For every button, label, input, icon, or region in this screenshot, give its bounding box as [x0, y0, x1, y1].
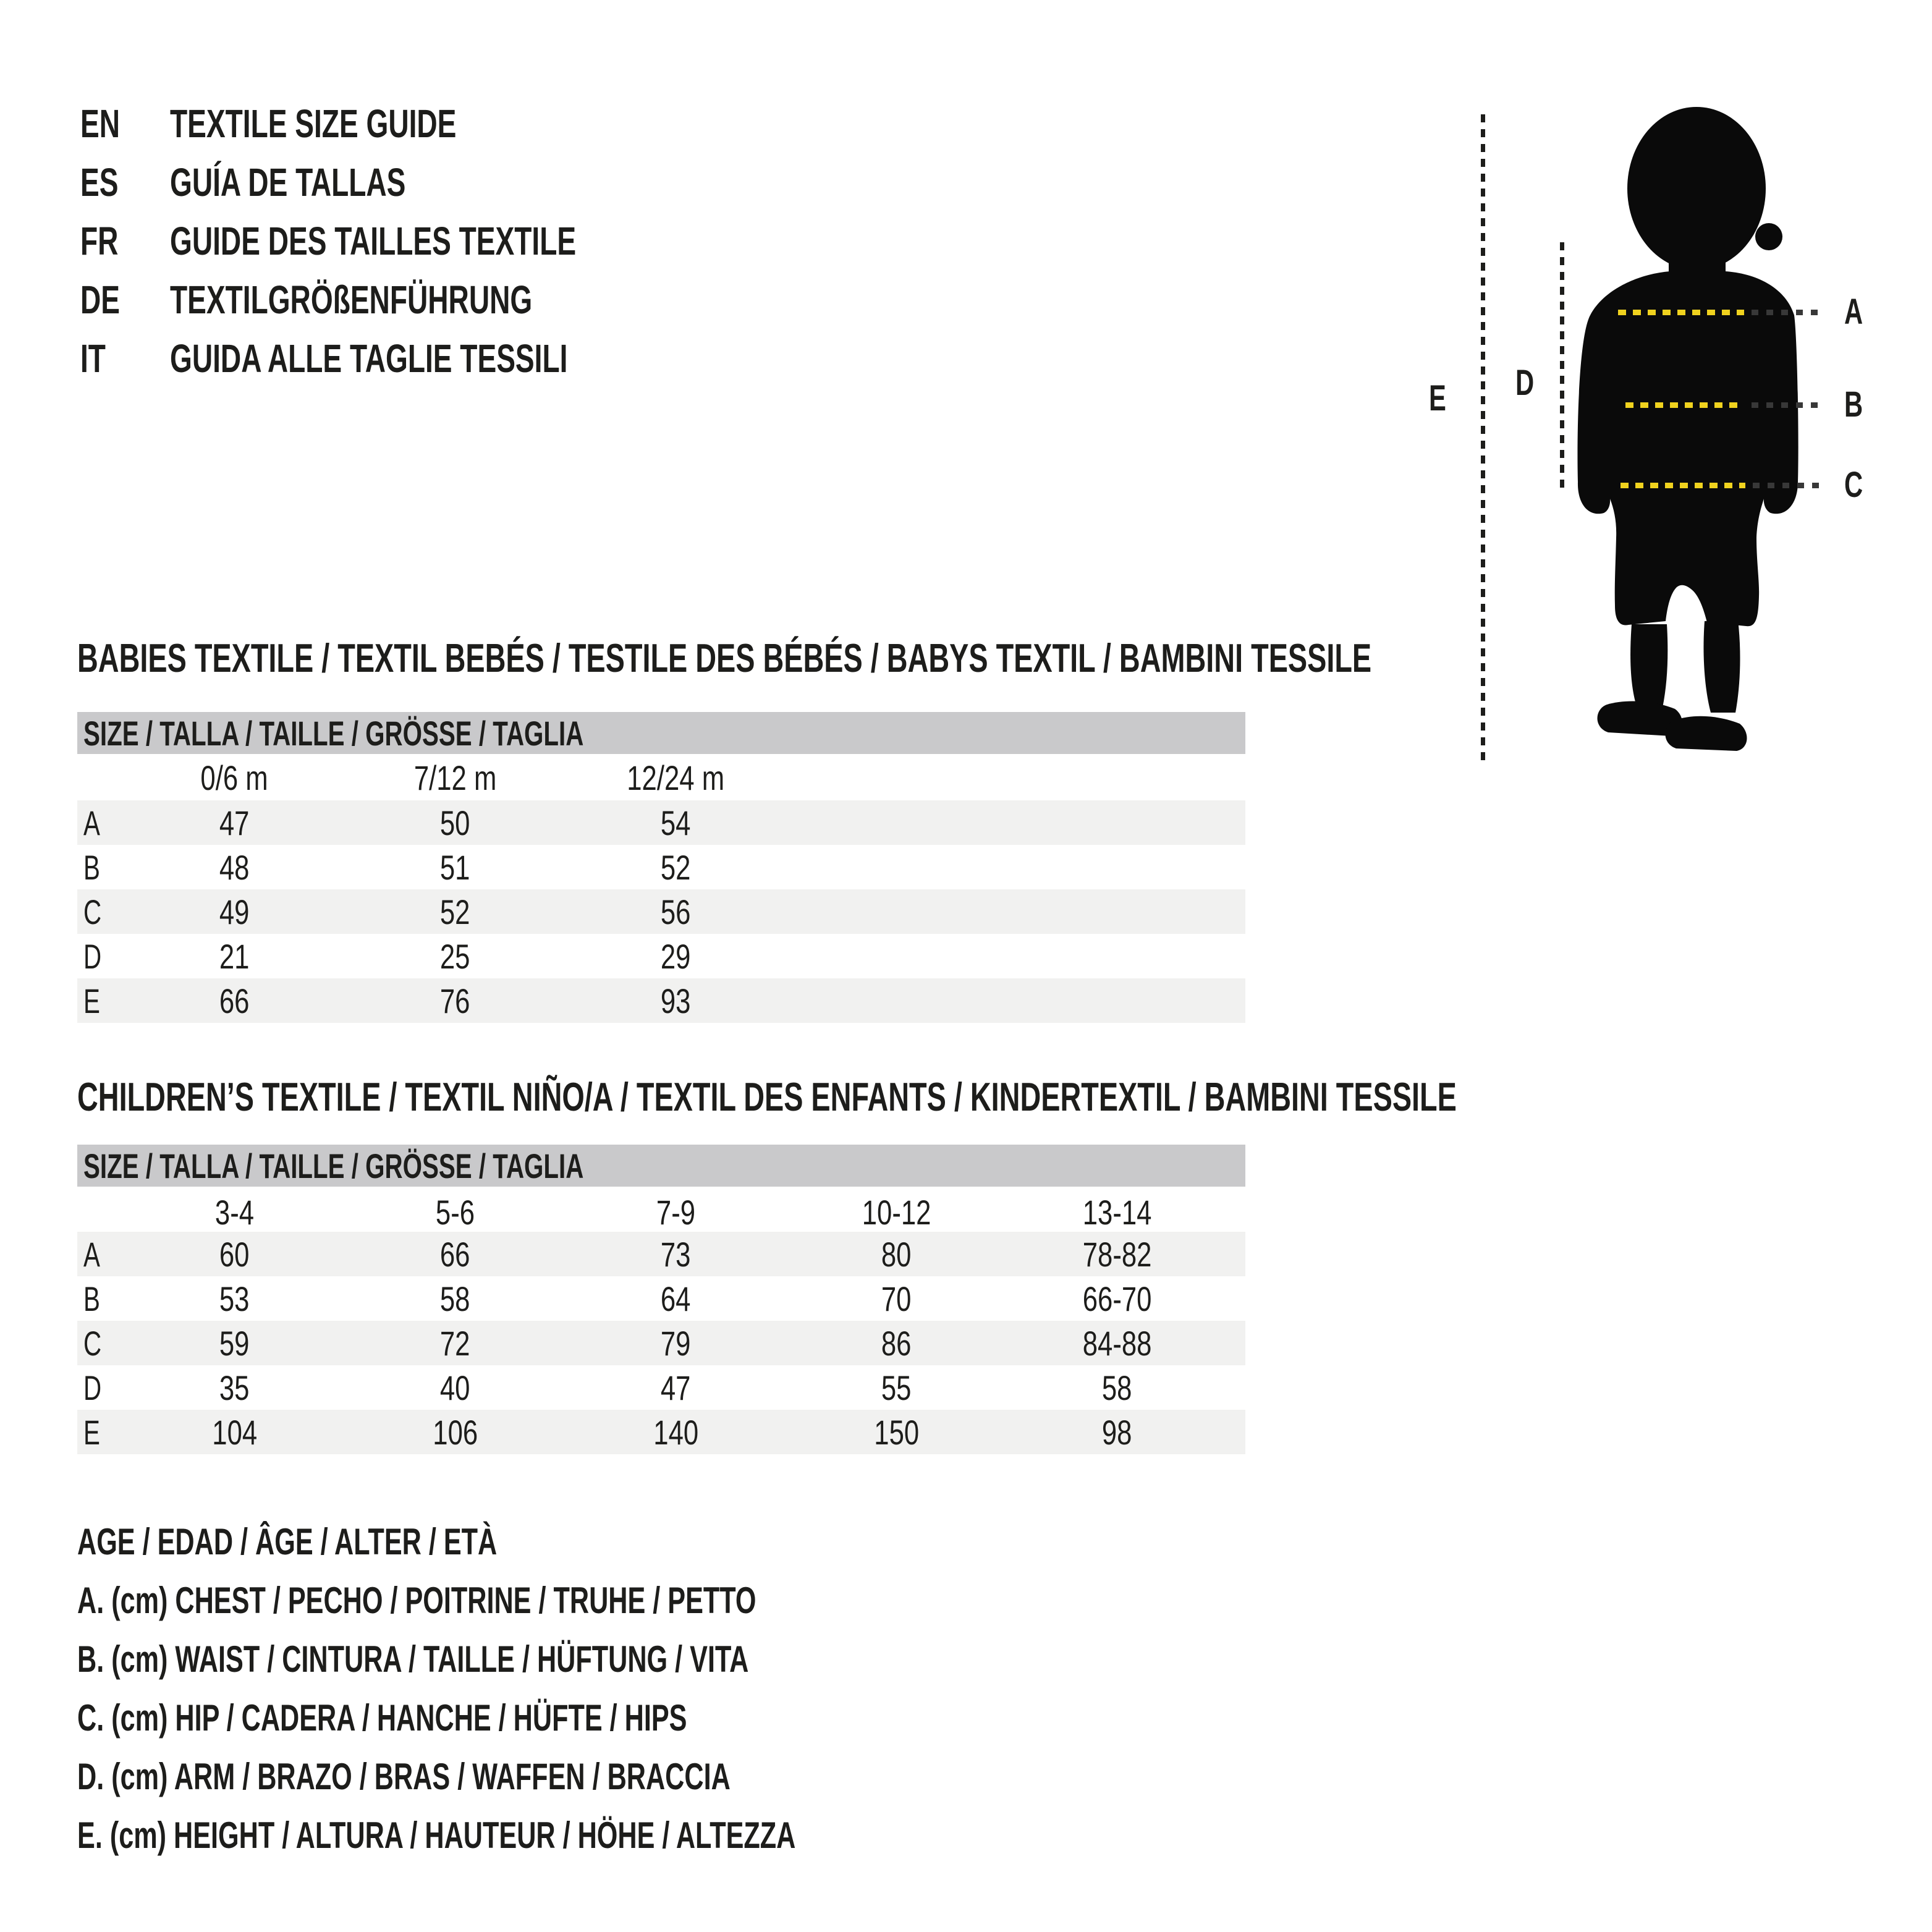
- chest-measure-line-yellow: [1618, 310, 1744, 315]
- guide-title-en: TEXTILE SIZE GUIDE: [170, 101, 457, 146]
- cell: 86: [881, 1323, 912, 1363]
- language-row-fr: [80, 211, 734, 270]
- babies-col-12-24m: 12/24 m: [627, 758, 725, 797]
- row-label-d: D: [83, 936, 102, 976]
- figure-label-c: C: [1844, 465, 1863, 505]
- row-label-a: A: [83, 803, 100, 842]
- babies-col-7-12m: 7/12 m: [413, 758, 497, 797]
- cell: 49: [219, 892, 250, 931]
- cell: 52: [440, 892, 470, 931]
- babies-size-header-bar: SIZE / TALLA / TAILLE / GRÖSSE / TAGLIA: [77, 712, 1245, 754]
- row-label-e: E: [83, 981, 100, 1020]
- cell: 53: [219, 1279, 250, 1318]
- cell: 64: [661, 1279, 691, 1318]
- row-label-d: D: [83, 1368, 102, 1407]
- cell: 140: [653, 1412, 698, 1452]
- figure-label-a: A: [1844, 292, 1863, 332]
- cell: 104: [212, 1412, 257, 1452]
- cell: 47: [661, 1368, 691, 1407]
- children-column-header-row: [77, 1190, 1245, 1234]
- language-row-en: [80, 94, 568, 153]
- guide-title-es: GUÍA DE TALLAS: [170, 159, 406, 205]
- children-col-7-9: 7-9: [656, 1192, 696, 1232]
- table-row: [77, 934, 1245, 978]
- cell: 73: [661, 1234, 691, 1274]
- children-section-heading: CHILDREN’S TEXTILE / TEXTIL NIÑO/A / TEXTIL DES ENFANTS / KINDERTEXTIL / BAMBINI TESSILE: [77, 1074, 1457, 1119]
- cell: 150: [874, 1412, 919, 1452]
- hip-measure-line-dark: [1753, 483, 1826, 488]
- figure-label-d: D: [1515, 363, 1535, 403]
- language-code: EN: [80, 101, 121, 146]
- cell: 79: [661, 1323, 691, 1363]
- children-col-13-14: 13-14: [1082, 1192, 1152, 1232]
- table-row: [77, 845, 1245, 889]
- waist-measure-line-yellow: [1625, 402, 1744, 408]
- babies-col-0-6m: 0/6 m: [200, 758, 269, 797]
- cell: 54: [661, 803, 691, 842]
- table-row: [77, 889, 1245, 934]
- chest-measure-line-dark: [1752, 310, 1826, 315]
- cell: 56: [661, 892, 691, 931]
- table-row: [77, 1410, 1245, 1454]
- arm-measure-line-d: [1560, 242, 1564, 488]
- cell: 48: [219, 847, 250, 887]
- cell: 40: [440, 1368, 470, 1407]
- language-row-de: [80, 270, 673, 329]
- children-col-3-4: 3-4: [214, 1192, 255, 1232]
- figure-label-b: B: [1844, 384, 1863, 425]
- babies-column-header-row: [77, 755, 1245, 800]
- cell: 58: [440, 1279, 470, 1318]
- language-code: DE: [80, 277, 121, 322]
- row-label-c: C: [83, 1323, 102, 1363]
- language-row-it: [80, 329, 722, 388]
- table-row: [77, 800, 1245, 845]
- guide-title-it: GUIDA ALLE TAGLIE TESSILI: [170, 336, 568, 381]
- cell: 72: [440, 1323, 470, 1363]
- children-col-5-6: 5-6: [435, 1192, 475, 1232]
- cell: 66-70: [1082, 1279, 1152, 1318]
- cell: 52: [661, 847, 691, 887]
- cell: 93: [661, 981, 691, 1020]
- row-label-b: B: [83, 847, 100, 887]
- figure-label-e: E: [1429, 378, 1446, 418]
- language-code: ES: [80, 159, 119, 205]
- cell: 70: [881, 1279, 912, 1318]
- guide-title-fr: GUIDE DES TAILLES TEXTILE: [170, 218, 577, 263]
- row-label-b: B: [83, 1279, 100, 1318]
- language-row-es: [80, 153, 498, 211]
- language-code: IT: [80, 336, 106, 381]
- table-row: [77, 978, 1245, 1023]
- cell: 59: [219, 1323, 250, 1363]
- cell: 76: [440, 981, 470, 1020]
- row-label-e: E: [83, 1412, 100, 1452]
- legend-chest-line: A. (cm) CHEST / PECHO / POITRINE / TRUHE / PETTO: [77, 1580, 756, 1621]
- legend-height-line: E. (cm) HEIGHT / ALTURA / HAUTEUR / HÖHE / ALTEZZA: [77, 1815, 796, 1856]
- cell: 60: [219, 1234, 250, 1274]
- cell: 58: [1102, 1368, 1132, 1407]
- cell: 66: [440, 1234, 470, 1274]
- cell: 47: [219, 803, 250, 842]
- row-label-c: C: [83, 892, 102, 931]
- cell: 106: [433, 1412, 478, 1452]
- guide-title-de: TEXTILGRÖßENFÜHRUNG: [170, 277, 533, 322]
- waist-measure-line-dark: [1752, 402, 1826, 408]
- cell: 25: [440, 936, 470, 976]
- language-code: FR: [80, 218, 119, 263]
- cell: 78-82: [1082, 1234, 1152, 1274]
- cell: 66: [219, 981, 250, 1020]
- hip-measure-line-yellow: [1621, 483, 1745, 488]
- cell: 80: [881, 1234, 912, 1274]
- legend-waist-line: B. (cm) WAIST / CINTURA / TAILLE / HÜFTUNG / VITA: [77, 1638, 749, 1680]
- cell: 84-88: [1082, 1323, 1152, 1363]
- cell: 35: [219, 1368, 250, 1407]
- legend-age-line: AGE / EDAD / ÂGE / ALTER / ETÀ: [77, 1521, 498, 1562]
- cell: 98: [1102, 1412, 1132, 1452]
- table-row: [77, 1321, 1245, 1365]
- babies-section-heading: BABIES TEXTILE / TEXTIL BEBÉS / TESTILE DES BÉBÉS / BABYS TEXTIL / BAMBINI TESSILE: [77, 635, 1372, 680]
- cell: 21: [219, 936, 250, 976]
- children-col-10-12: 10-12: [862, 1192, 931, 1232]
- cell: 29: [661, 936, 691, 976]
- legend-hip-line: C. (cm) HIP / CADERA / HANCHE / HÜFTE / HIPS: [77, 1697, 687, 1739]
- legend-arm-line: D. (cm) ARM / BRAZO / BRAS / WAFFEN / BRACCIA: [77, 1756, 731, 1797]
- row-label-a: A: [83, 1234, 100, 1274]
- children-size-header-bar: SIZE / TALLA / TAILLE / GRÖSSE / TAGLIA: [77, 1145, 1245, 1187]
- table-row: [77, 1276, 1245, 1321]
- cell: 51: [440, 847, 470, 887]
- cell: 55: [881, 1368, 912, 1407]
- table-row: [77, 1365, 1245, 1410]
- cell: 50: [440, 803, 470, 842]
- table-row: [77, 1232, 1245, 1276]
